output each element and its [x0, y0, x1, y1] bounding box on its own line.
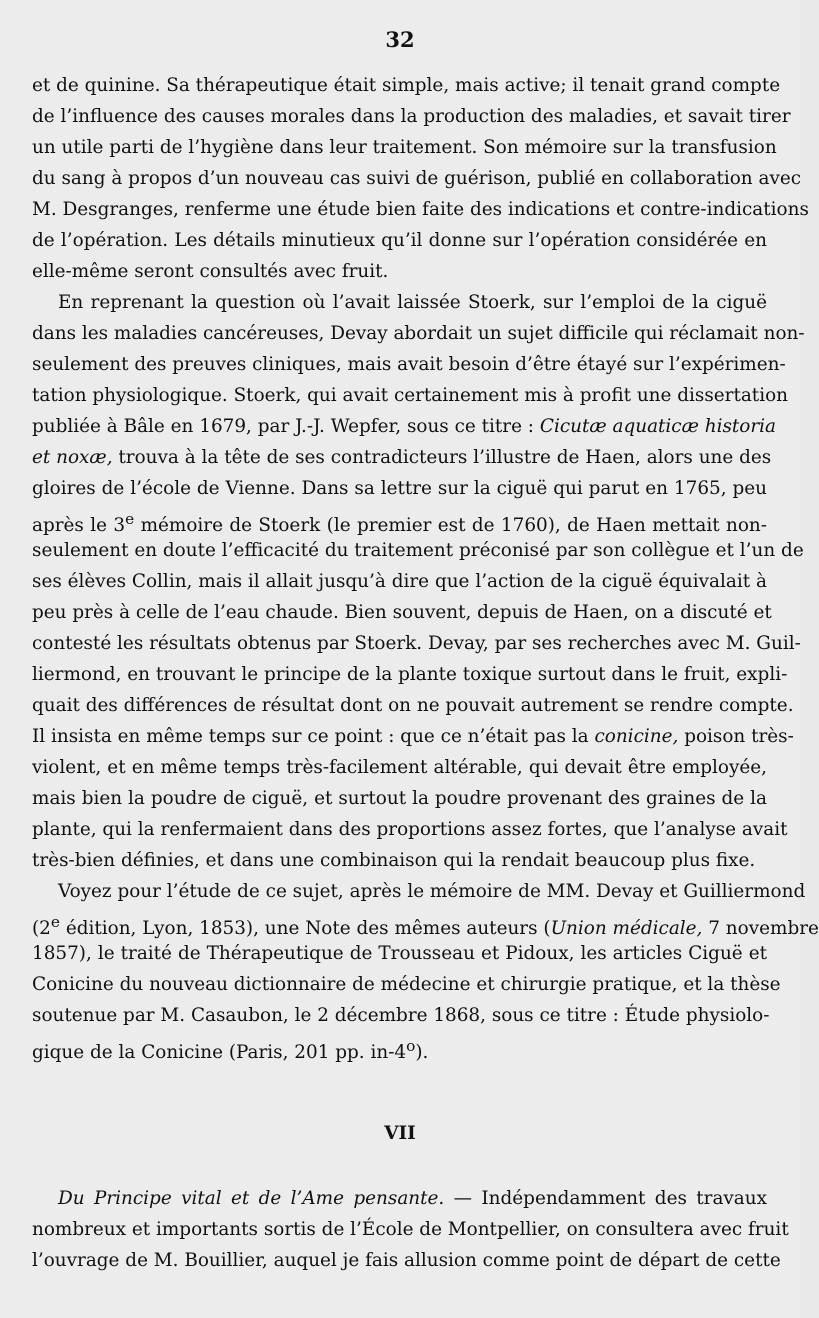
text-line: gloires de l’école de Vienne. Dans sa lettre sur la ciguë qui parut en 1765, peu	[32, 478, 767, 499]
text-line: liermond, en trouvant le principe de la plante toxique surtout dans le fruit, expli-	[32, 664, 788, 685]
italic-term: conicine,	[594, 726, 679, 747]
text-line: soutenue par M. Casaubon, le 2 décembre 1868, sous ce titre : Étude physiolo-	[32, 1005, 770, 1026]
text-line: violent, et en même temps très-facilement altérable, qui devait être employée,	[32, 757, 767, 778]
text-line	[32, 411, 777, 442]
text-line: seulement en doute l’efficacité du traitement préconisé par son collègue et l’un de	[32, 540, 804, 561]
text-line: 1857), le traité de Thérapeutique de Trousseau et Pidoux, les articles Ciguë et	[32, 943, 767, 964]
latin-title: Cicutæ aquaticæ historia	[539, 416, 777, 437]
superscript: e	[125, 510, 135, 528]
text-line	[32, 442, 772, 473]
text-segment: gique de la Conicine (Paris, 201 pp. in-4	[32, 1042, 407, 1064]
text-line: M. Desgranges, renferme une étude bien faite des indications et contre-indications	[32, 199, 809, 220]
section-number: VII	[384, 1123, 416, 1144]
text-line: En reprenant la question où l’avait laissée Stoerk, sur l’emploi de la ciguë	[58, 292, 767, 313]
text-segment: après le 3	[32, 515, 126, 537]
text-line	[32, 1031, 767, 1062]
text-line: peu près à celle de l’eau chaude. Bien souvent, depuis de Haen, on a discuté et	[32, 602, 772, 623]
text-line	[32, 907, 819, 940]
text-line: quait des différences de résultat dont on ne pouvait autrement se rendre compte.	[32, 695, 794, 716]
main-text	[32, 70, 819, 1064]
text-line: de l’opération. Les détails minutieux qu’il donne sur l’opération considérée en	[32, 230, 767, 251]
text-line: du sang à propos d’un nouveau cas suivi de guérison, publié en collaboration avec	[32, 168, 802, 189]
text-segment: publiée à Bâle en 1679, par J.-J. Wepfer, sous ce titre :	[32, 416, 535, 437]
text-segment: poison très-	[684, 726, 794, 747]
page-number: 32	[385, 27, 415, 52]
text-segment: (2	[32, 918, 51, 940]
text-line: nombreux et importants sortis de l’École de Montpellier, on consultera avec fruit	[32, 1219, 789, 1240]
text-line: mais bien la poudre de ciguë, et surtout la poudre provenant des graines de la	[32, 788, 767, 809]
text-line: et de quinine. Sa thérapeutique était simple, mais active; il tenait grand compte	[32, 75, 781, 96]
text-line: un utile parti de l’hygiène dans leur traitement. Son mémoire sur la transfusion	[32, 137, 777, 158]
text-line: ses élèves Collin, mais il allait jusqu’à dire que l’action de la ciguë équivalait à	[32, 571, 767, 592]
text-segment: ).	[415, 1042, 429, 1064]
text-line: Voyez pour l’étude de ce sujet, après le mémoire de MM. Devay et Guilliermond	[58, 881, 806, 902]
text-line: l’ouvrage de M. Bouillier, auquel je fais allusion comme point de départ de cette	[32, 1250, 781, 1271]
text-segment: mémoire de Stoerk (le premier est de 1760), de Haen mettait non-	[140, 515, 767, 537]
text-segment: édition, Lyon, 1853), une Note des mêmes auteurs (	[65, 918, 551, 940]
text-line: très-bien définies, et dans une combinaison qui la rendait beaucoup plus fixe.	[32, 850, 756, 871]
text-segment: Il insista en même temps sur ce point : que ce n’était pas la	[32, 726, 589, 747]
superscript: e	[50, 913, 60, 931]
latin-title: et noxæ,	[32, 447, 113, 468]
text-line: de l’influence des causes morales dans la production des maladies, et savait tirer	[32, 106, 791, 127]
text-line	[32, 504, 767, 535]
text-segment: 7 novembre	[708, 918, 819, 940]
section-heading: Du Principe vital et de l’Ame pensante.	[58, 1188, 445, 1209]
text-line: Conicine du nouveau dictionnaire de médecine et chirurgie pratique, et la thèse	[32, 974, 781, 995]
text-line: dans les maladies cancéreuses, Devay abordait un sujet difficile qui réclamait non-	[32, 323, 805, 344]
text-line: tation physiologique. Stoerk, qui avait certainement mis à profit une dissertation	[32, 385, 789, 406]
text-line: plante, qui la renfermaient dans des proportions assez fortes, que l’analyse avait	[32, 819, 788, 840]
text-segment: — Indépendamment des travaux	[453, 1188, 767, 1209]
journal-title: Union médicale,	[550, 918, 703, 940]
section-heading-line	[32, 1183, 767, 1214]
text-line: seulement des preuves cliniques, mais avait besoin d’être étayé sur l’expérimen-	[32, 354, 786, 375]
superscript: o	[406, 1037, 416, 1055]
section-text	[32, 1183, 789, 1276]
text-line	[32, 721, 794, 752]
text-line: elle-même seront consultés avec fruit.	[32, 261, 389, 282]
text-line: contesté les résultats obtenus par Stoerk. Devay, par ses recherches avec M. Guil-	[32, 633, 801, 654]
text-segment: trouva à la tête de ses contradicteurs l’illustre de Haen, alors une des	[118, 447, 772, 468]
